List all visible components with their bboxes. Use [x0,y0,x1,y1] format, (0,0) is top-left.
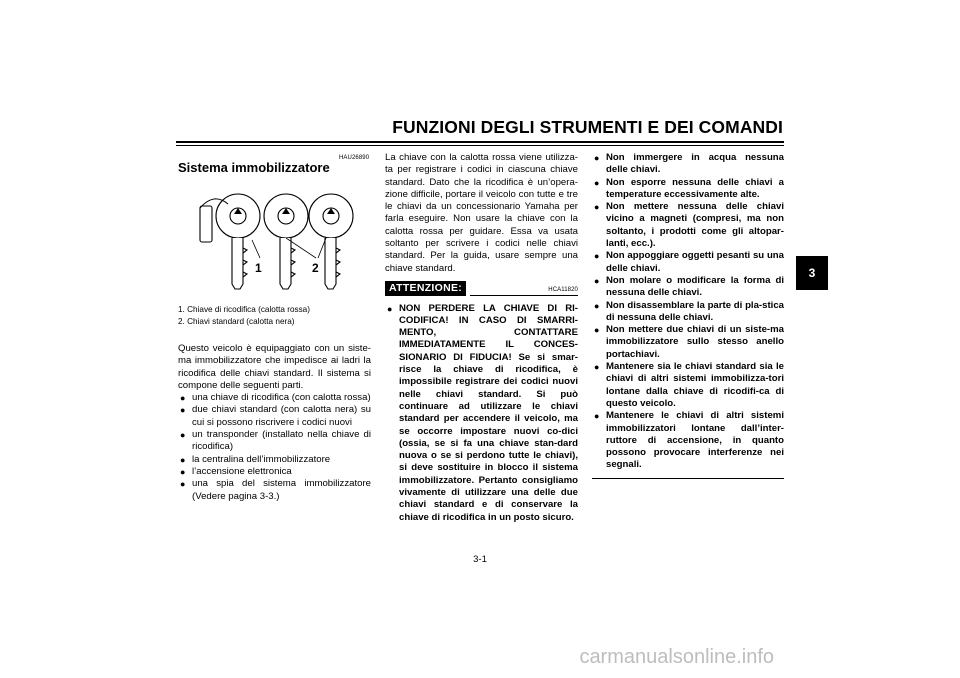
warning-item: ● Non mettere nessuna delle chiavi vicino a magneti (compresi, ma non soltanto, i prodotti come gli altopar-lanti, ecc.). [592,201,784,250]
chapter-tab: 3 [796,256,828,290]
warning-item: ● NON PERDERE LA CHIAVE DI RI-CODIFICA! IN CASO DI SMARRI-MENTO, CONTATTARE IMMEDIATAMENTE IL CONCES-SIONARIO DI FIDUCIA! Se si smar-risce la chiave di ricodifica, è impossibile registrare dei codici nuovi nelle chiavi standard. Si può continuare ad utilizzare le chiavi standard per accendere il veicolo, ma se occorre impostare nuovi co-dici (ossia, se si fa una chiave stan-dard nuova o se si perdono tutte le chiavi), si deve sostituire in blocco il sistema immobilizzatore. Pertanto consigliamo vivamente di utilizzare una delle due chiavi standard e di conservare la chiave di ricodifica in un posto sicuro. [385,303,578,524]
key-tag [200,206,212,242]
warning-item: ● Mantenere le chiavi di altri sistemi immobilizzatori lontane dall’inter-ruttore di accensione, in quanto possono provocare interferenze nei segnali. [592,410,784,471]
list-item: ● l’accensione elettronica [178,466,371,478]
section-title: Sistema immobilizzatore [178,160,330,175]
callout-1: 1 [255,261,262,275]
callout-2: 2 [312,261,319,275]
list-item: ● due chiavi standard (con calotta nera) su cui si possono riscrivere i codici nuovi [178,404,371,429]
keys-illustration [194,190,354,296]
warning-list-continued [592,152,784,472]
warning-item: ● Non esporre nessuna delle chiavi a temperature eccessivamente alte. [592,177,784,202]
warning-item: ● Non immergere in acqua nessuna delle chiavi. [592,152,784,177]
list-item: ● una spia del sistema immobilizzatore (Vedere pagina 3-3.) [178,478,371,503]
section-code: HAU26890 [339,155,370,161]
warning-item: ● Mantenere sia le chiavi standard sia le chiavi di altri sistemi immobilizza-tori lontane dalla chiave di ricodifi-ca di questo veicolo. [592,361,784,410]
intro-paragraph: Questo veicolo è equipaggiato con un siste-ma immobilizzatore che impedisce ai ladri la ricodifica delle chiavi standard. Il sistema si compone delle seguenti parti. [178,343,371,391]
watermark: carmanualsonline.info [579,646,774,668]
component-list [178,392,371,503]
header-rule-thin [176,145,784,146]
column-3 [592,152,784,479]
warning-item: ● Non mettere due chiavi di un siste-ma immobilizzatore sullo stesso anello portachiavi. [592,324,784,361]
page-header-title: FUNZIONI DEGLI STRUMENTI E DEI COMANDI [392,117,783,137]
caption-standard-keys: 2. Chiavi standard (calotta nera) [178,317,295,326]
list-item: ● una chiave di ricodifica (con calotta rossa) [178,392,371,404]
column-2 [385,152,578,524]
page-number: 3-1 [473,554,487,565]
warning-list [385,303,578,524]
list-item: ● la centralina dell’immobilizzatore [178,454,371,466]
warning-label: ATTENZIONE: [385,281,466,296]
figure-captions [178,304,310,328]
warning-code: HCA11820 [548,287,578,294]
caption-recode-key: 1. Chiave di ricodifica (calotta rossa) [178,305,310,314]
warning-item: ● Non molare o modificare la forma di nessuna delle chiavi. [592,275,784,300]
header-rule [176,141,784,143]
warning-item: ● Non disassemblare la parte di pla-stica di nessuna delle chiavi. [592,300,784,325]
recode-key-paragraph: La chiave con la calotta rossa viene utilizza-ta per registrare i codici in ciascuna chiave standard. Dato che la ricodifica è un’opera-zione difficile, portare il veicolo con tutte e tre le chiavi da un concessionario Yamaha per farla eseguire. Non usare la chiave con la calotta rossa per guidare. Essa va usata soltanto per scrivere i codici nelle chiavi standard. Per la guida, usare sempre una chiave standard. [385,152,578,274]
warning-item: ● Non appoggiare oggetti pesanti su una delle chiavi. [592,250,784,275]
list-item: ● un transponder (installato nella chiave di ricodifica) [178,429,371,454]
column-1 [178,343,371,503]
warning-end-rule [592,478,784,479]
